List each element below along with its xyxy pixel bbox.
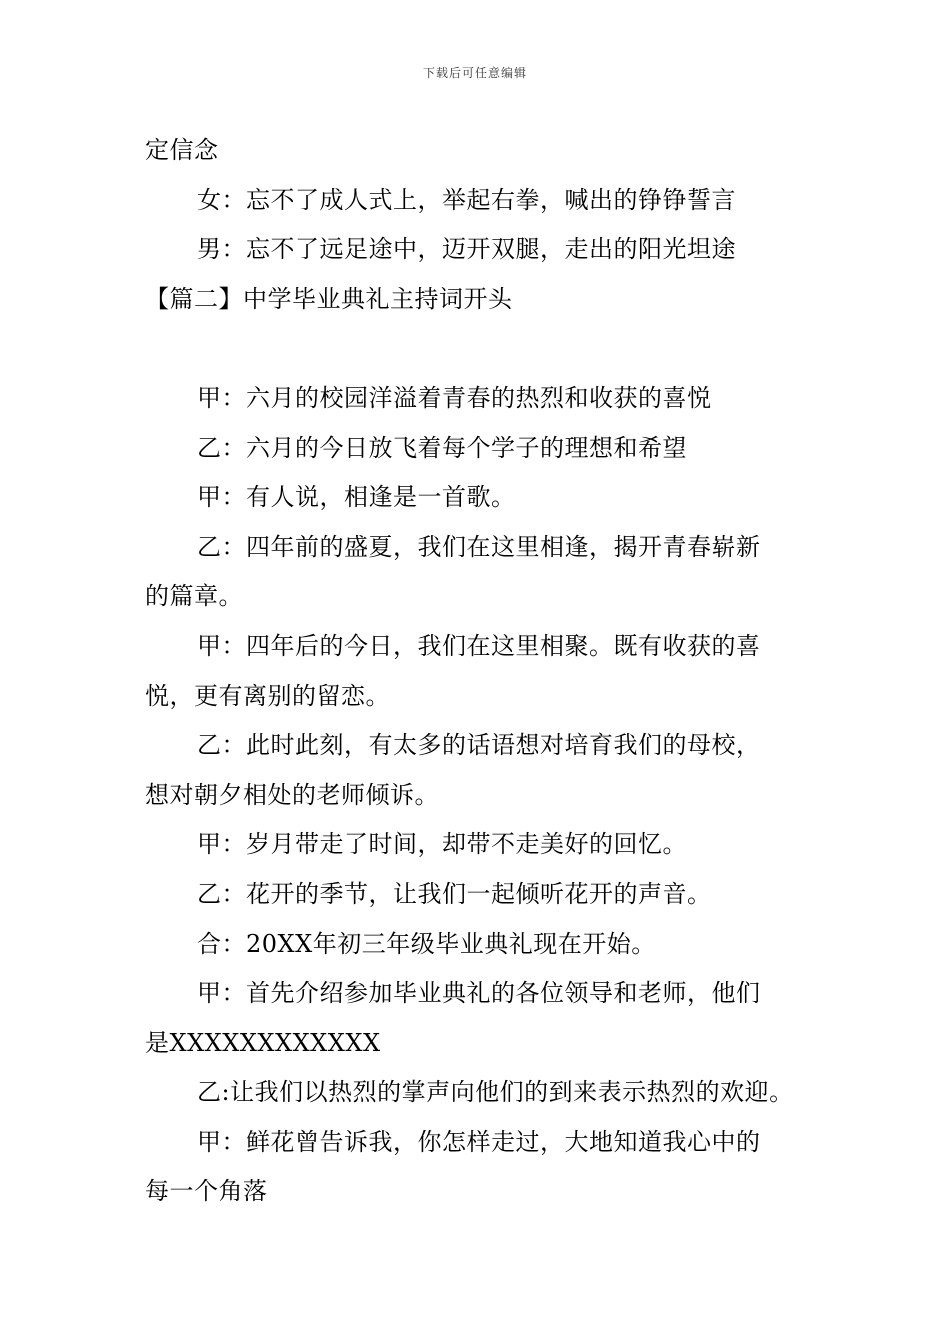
section-heading: 【篇二】中学毕业典礼主持词开头 xyxy=(145,284,513,313)
text-line: 甲：岁月带走了时间，却带不走美好的回忆。 xyxy=(197,830,687,859)
text-line: 的篇章。 xyxy=(145,582,243,611)
text-line: 甲：有人说，相逢是一首歌。 xyxy=(197,483,516,512)
page-header: 下载后可任意编辑 xyxy=(422,66,527,80)
text-line: 甲：六月的校园洋溢着青春的热烈和收获的喜悦 xyxy=(197,383,712,412)
text-line: 甲：首先介绍参加毕业典礼的各位领导和老师，他们 xyxy=(197,979,761,1008)
text-line: 合：20XX年初三年级毕业典礼现在开始。 xyxy=(197,929,656,958)
text-line: 甲：鲜花曾告诉我，你怎样走过，大地知道我心中的 xyxy=(197,1127,761,1156)
blank-line xyxy=(145,324,810,374)
text-line: 乙：六月的今日放飞着每个学子的理想和希望 xyxy=(197,433,687,462)
text-line: 乙：此时此刻，有太多的话语想对培育我们的母校， xyxy=(197,731,761,760)
text-line: 定信念 xyxy=(145,136,219,164)
text-line: 乙：花开的季节，让我们一起倾听花开的声音。 xyxy=(197,879,712,908)
text-line: 是XXXXXXXXXXXX xyxy=(145,1028,381,1057)
text-line: 乙:让我们以热烈的掌声向他们的到来表示热烈的欢迎。 xyxy=(197,1078,794,1107)
text-line: 想对朝夕相处的老师倾诉。 xyxy=(145,780,439,809)
document-body xyxy=(145,126,810,1217)
text-line: 乙：四年前的盛夏，我们在这里相逢，揭开青春崭新 xyxy=(197,532,761,561)
text-line: 每一个角落 xyxy=(145,1177,268,1206)
text-line: 悦，更有离别的留恋。 xyxy=(145,681,390,710)
text-line: 男：忘不了远足途中，迈开双腿，走出的阳光坦途 xyxy=(197,235,736,264)
text-line: 女：忘不了成人式上，举起右拳，喊出的铮铮誓言 xyxy=(197,185,736,214)
text-line: 甲：四年后的今日，我们在这里相聚。既有收获的喜 xyxy=(197,631,761,660)
